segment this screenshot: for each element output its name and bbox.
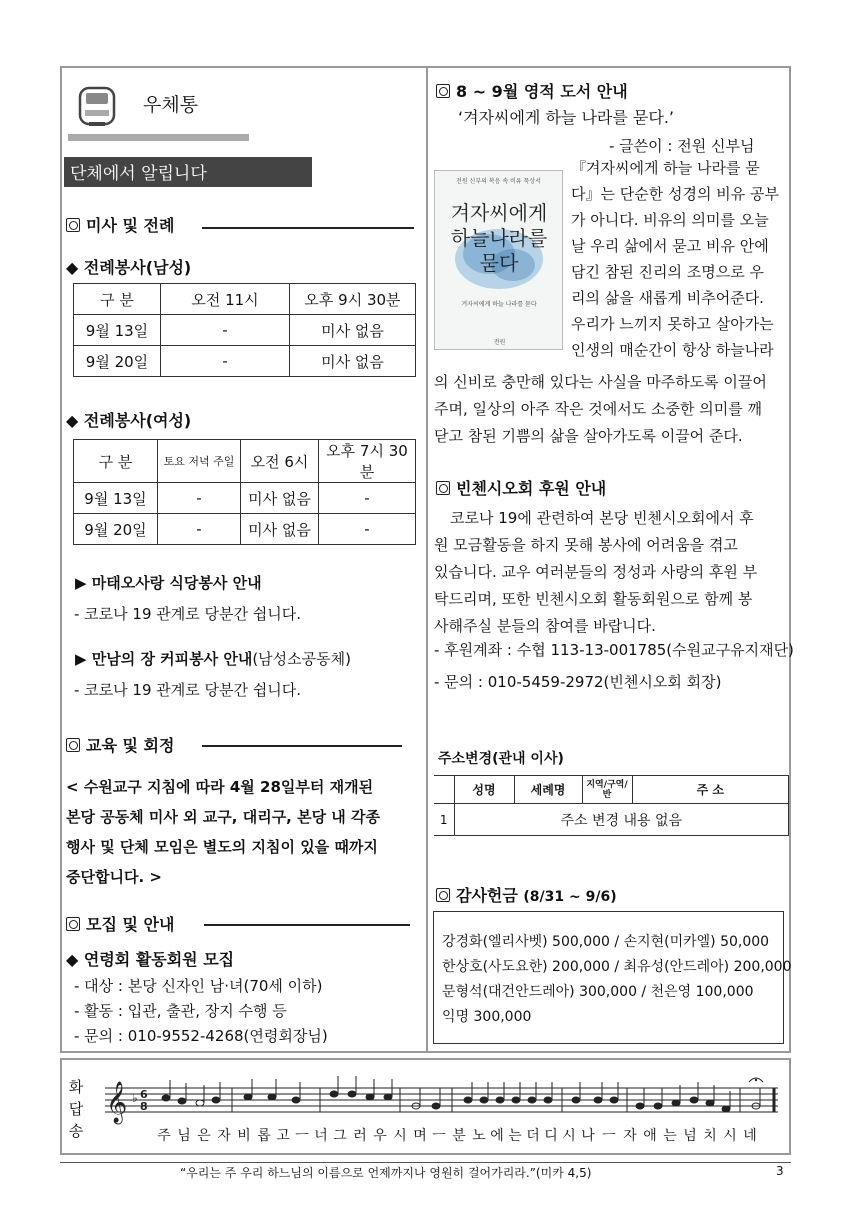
table-cell: 오전 6시: [241, 440, 319, 483]
table-cell: 주 소: [632, 776, 789, 804]
male-liturgy-title: ◆ 전례봉사(남성): [66, 258, 192, 277]
lyric-syllable: 주: [157, 1128, 171, 1144]
svg-text:♭: ♭: [132, 1091, 138, 1105]
list-item: 익명 300,000: [442, 1009, 532, 1025]
table-cell: 오후 9시 30분: [290, 284, 416, 315]
lyric-syllable: 너: [314, 1128, 328, 1144]
vincent-body: 코로나 19에 관련하여 본당 빈첸시오회에서 후 원 모금활동을 하지 못해 봉사에 어려움을 겪고 있습니다. 교우 여러분들의 정성과 사랑의 후원 부 탁드리며, 또한 빈첸시오회 활동회원으로 함께 봉 사해주실 분들의 참여를 바랍니다.: [434, 509, 758, 635]
vincent-account: - 후원계좌 : 수협 113-13-001785(수원교구유지재단): [434, 641, 794, 659]
book-description-cont: 의 신비로 충만해 있다는 사실을 마주하도록 이끌어 주며, 일상의 아주 작은 것에서도 소중한 의미를 깨 닫고 참된 기쁨의 삶을 살아가도록 이끌어 준다.: [434, 373, 767, 445]
lyric-syllable: 에: [490, 1128, 504, 1144]
svg-text:8: 8: [140, 1100, 148, 1113]
table-cell: 9월 13일: [74, 483, 158, 514]
list-item: - 활동 : 입관, 출관, 장지 수행 등: [74, 1002, 287, 1020]
lyric-syllable: 고: [276, 1128, 290, 1144]
bullet-icon: [66, 218, 80, 232]
lyric-syllable: 비: [237, 1128, 251, 1144]
lyric-syllable: 는: [663, 1128, 677, 1144]
list-item: - 문의 : 010-9552-4268(연령회장님): [74, 1027, 328, 1045]
education-notice: < 수원교구 지침에 따라 4월 28일부터 재개된 본당 공동체 미사 외 교구, 대리구, 본당 내 각종 행사 및 단체 모임은 별도의 지침이 있을 때까지 중단합니다. >: [66, 778, 380, 886]
cover-title: 겨자씨에게 하늘나라를 묻다: [450, 201, 548, 275]
table-header-row: [434, 776, 789, 804]
section-title: 우체통: [143, 94, 199, 116]
list-item: 한상호(사도요한) 200,000 / 최유성(안드레아) 200,000: [442, 959, 792, 975]
book-heading: 8 ~ 9월 영적 도서 안내: [436, 79, 628, 102]
thanks-list: [433, 911, 792, 1044]
table-cell: 성명: [454, 776, 514, 804]
lyric-syllable: ㅡ: [602, 1128, 616, 1144]
lyric-syllable: 더: [526, 1128, 540, 1144]
education-heading: 교육 및 회정: [66, 733, 174, 756]
table-cell: 주소 변경 내용 없음: [454, 804, 789, 836]
lyric-syllable: 는: [508, 1128, 522, 1144]
table-cell: 1: [434, 804, 454, 836]
column-divider: [426, 68, 428, 1051]
table-cell: -: [319, 483, 416, 514]
lyric-syllable: 그: [333, 1128, 347, 1144]
table-cell: -: [158, 514, 241, 545]
table-row: [74, 315, 416, 346]
lyric-syllable: 노: [472, 1128, 486, 1144]
book-subtitle: ‘겨자씨에게 하늘 나라를 묻다.’: [458, 108, 674, 127]
book-author: - 글쓴이 : 전원 신부님: [609, 137, 755, 155]
notice-banner: 단체에서 알립니다: [64, 157, 312, 187]
heading-rule: [202, 227, 414, 229]
table-cell: 지역/구역/반: [582, 776, 632, 804]
lyric-syllable: 나: [581, 1128, 595, 1144]
lyric-syllable: 자: [217, 1128, 231, 1144]
table-cell: -: [319, 514, 416, 545]
lyric-syllable: 네: [743, 1128, 757, 1144]
cover-author: 전원: [493, 339, 506, 346]
table-cell: 구 분: [74, 284, 161, 315]
lyric-syllable: 애: [643, 1128, 657, 1144]
footer-rule: [60, 1162, 791, 1163]
bullet-icon: [66, 738, 80, 752]
female-liturgy-table: [73, 439, 416, 545]
female-liturgy-title: ◆ 전례봉사(여성): [66, 411, 192, 430]
lyric-syllable: 자: [623, 1128, 637, 1144]
lyric-syllable: 디: [544, 1128, 558, 1144]
cover-sub: 겨자씨에게 하늘 나라를 묻다: [461, 301, 537, 308]
table-header-row: [74, 284, 416, 315]
martha-title: ▶ 마태오사랑 식당봉사 안내: [75, 574, 262, 592]
psalm-label: 화답송: [68, 1078, 84, 1140]
list-item: 문형석(대건안드레아) 300,000 / 천은영 100,000: [442, 984, 754, 1000]
table-cell: 구 분: [74, 440, 158, 483]
lyric-syllable: 치: [703, 1128, 717, 1144]
martha-note: - 코로나 19 관계로 당분간 쉽니다.: [74, 605, 301, 623]
table-row: [434, 804, 789, 836]
page-number: 3: [776, 1164, 784, 1178]
address-table: [434, 775, 789, 836]
table-row: [74, 514, 416, 545]
heading-rule: [202, 745, 402, 747]
male-liturgy-table: [73, 283, 416, 377]
table-row: [74, 346, 416, 377]
lyrics: [154, 1128, 760, 1144]
table-cell: 미사 없음: [290, 315, 416, 346]
recruit-title: ◆ 연령회 활동회원 모집: [66, 950, 235, 969]
lyric-syllable: 며: [413, 1128, 427, 1144]
table-cell: 오전 11시: [161, 284, 290, 315]
table-cell: 토요 저녁 주일: [158, 440, 241, 483]
table-cell: 9월 13일: [74, 315, 161, 346]
lyric-syllable: 넘: [683, 1128, 697, 1144]
list-item: - 대상 : 본당 신자인 남·녀(70세 이하): [74, 977, 323, 995]
address-title: 주소변경(관내 이사): [438, 751, 564, 767]
table-cell: 미사 없음: [241, 514, 319, 545]
header-bar: [68, 134, 249, 141]
vincent-heading: 빈첸시오회 후원 안내: [436, 476, 606, 499]
lyric-syllable: 시: [723, 1128, 737, 1144]
mass-heading: 미사 및 전례: [66, 213, 174, 236]
lyric-syllable: 롭: [257, 1128, 271, 1144]
bullet-icon: [436, 888, 450, 902]
bullet-icon: [436, 84, 450, 98]
lyric-syllable: ㅡ: [432, 1128, 446, 1144]
table-cell: 9월 20일: [74, 514, 158, 545]
table-cell: 오후 7시 30분: [319, 440, 416, 483]
table-cell: 미사 없음: [241, 483, 319, 514]
lyric-syllable: 분: [452, 1128, 466, 1144]
bullet-icon: [66, 917, 80, 931]
table-cell: -: [161, 315, 290, 346]
coffee-note: - 코로나 19 관계로 당분간 쉽니다.: [74, 681, 301, 699]
table-header-row: [74, 440, 416, 483]
book-cover-image: 전원 신부의 복음 속 비유 묵상서 겨자씨에게 하늘나라를 묻다 겨자씨에게 하늘 나라를 묻다 전원: [434, 170, 563, 350]
svg-text:𝄞: 𝄞: [106, 1082, 128, 1123]
lyric-syllable: 시: [393, 1128, 407, 1144]
vincent-contact: - 문의 : 010-5459-2972(빈첸시오회 회장): [434, 673, 722, 691]
lyric-syllable: 은: [197, 1128, 211, 1144]
table-cell: 세례명: [514, 776, 582, 804]
table-cell: -: [161, 346, 290, 377]
recruit-list: [74, 974, 328, 1049]
bullet-icon: [436, 481, 450, 495]
recruit-heading: 모집 및 안내: [66, 912, 174, 935]
lyric-syllable: 시: [562, 1128, 576, 1144]
table-row: [74, 483, 416, 514]
lyric-syllable: ㅡ: [295, 1128, 309, 1144]
table-cell: 미사 없음: [290, 346, 416, 377]
table-cell: 9월 20일: [74, 346, 161, 377]
list-item: 강경화(엘리사벳) 500,000 / 손지현(미카엘) 50,000: [442, 934, 770, 950]
lyrics-row: [154, 1125, 760, 1145]
mailbox-icon: [76, 84, 118, 128]
thanks-heading: 감사헌금 (8/31 ~ 9/6): [436, 883, 617, 906]
book-description: 『겨자씨에게 하늘 나라를 묻 다』는 단순한 성경의 비유 공부 가 아니다. 비유의 의미를 오늘 날 우리 삶에서 묻고 비유 안에 담긴 참된 진리의 조명으로 우 리의 삶을 새롭게 비추어준다. 우리가 느끼지 못하고 살아가는 인생의 매순간이 항상 하늘나라: [571, 159, 779, 359]
coffee-title: ▶ 만남의 장 커피봉사 안내(남성소공동체): [75, 650, 351, 668]
table-cell: -: [158, 483, 241, 514]
lyric-syllable: 님: [177, 1128, 191, 1144]
footer-quote: “우리는 주 우리 하느님의 이름으로 언제까지나 영원히 걸어가리라.”(미카 4,5): [180, 1166, 592, 1180]
lyric-syllable: 러: [353, 1128, 367, 1144]
table-cell: [434, 776, 454, 804]
heading-rule: [204, 924, 410, 926]
lyric-syllable: 우: [373, 1128, 387, 1144]
svg-text:6: 6: [140, 1088, 148, 1101]
